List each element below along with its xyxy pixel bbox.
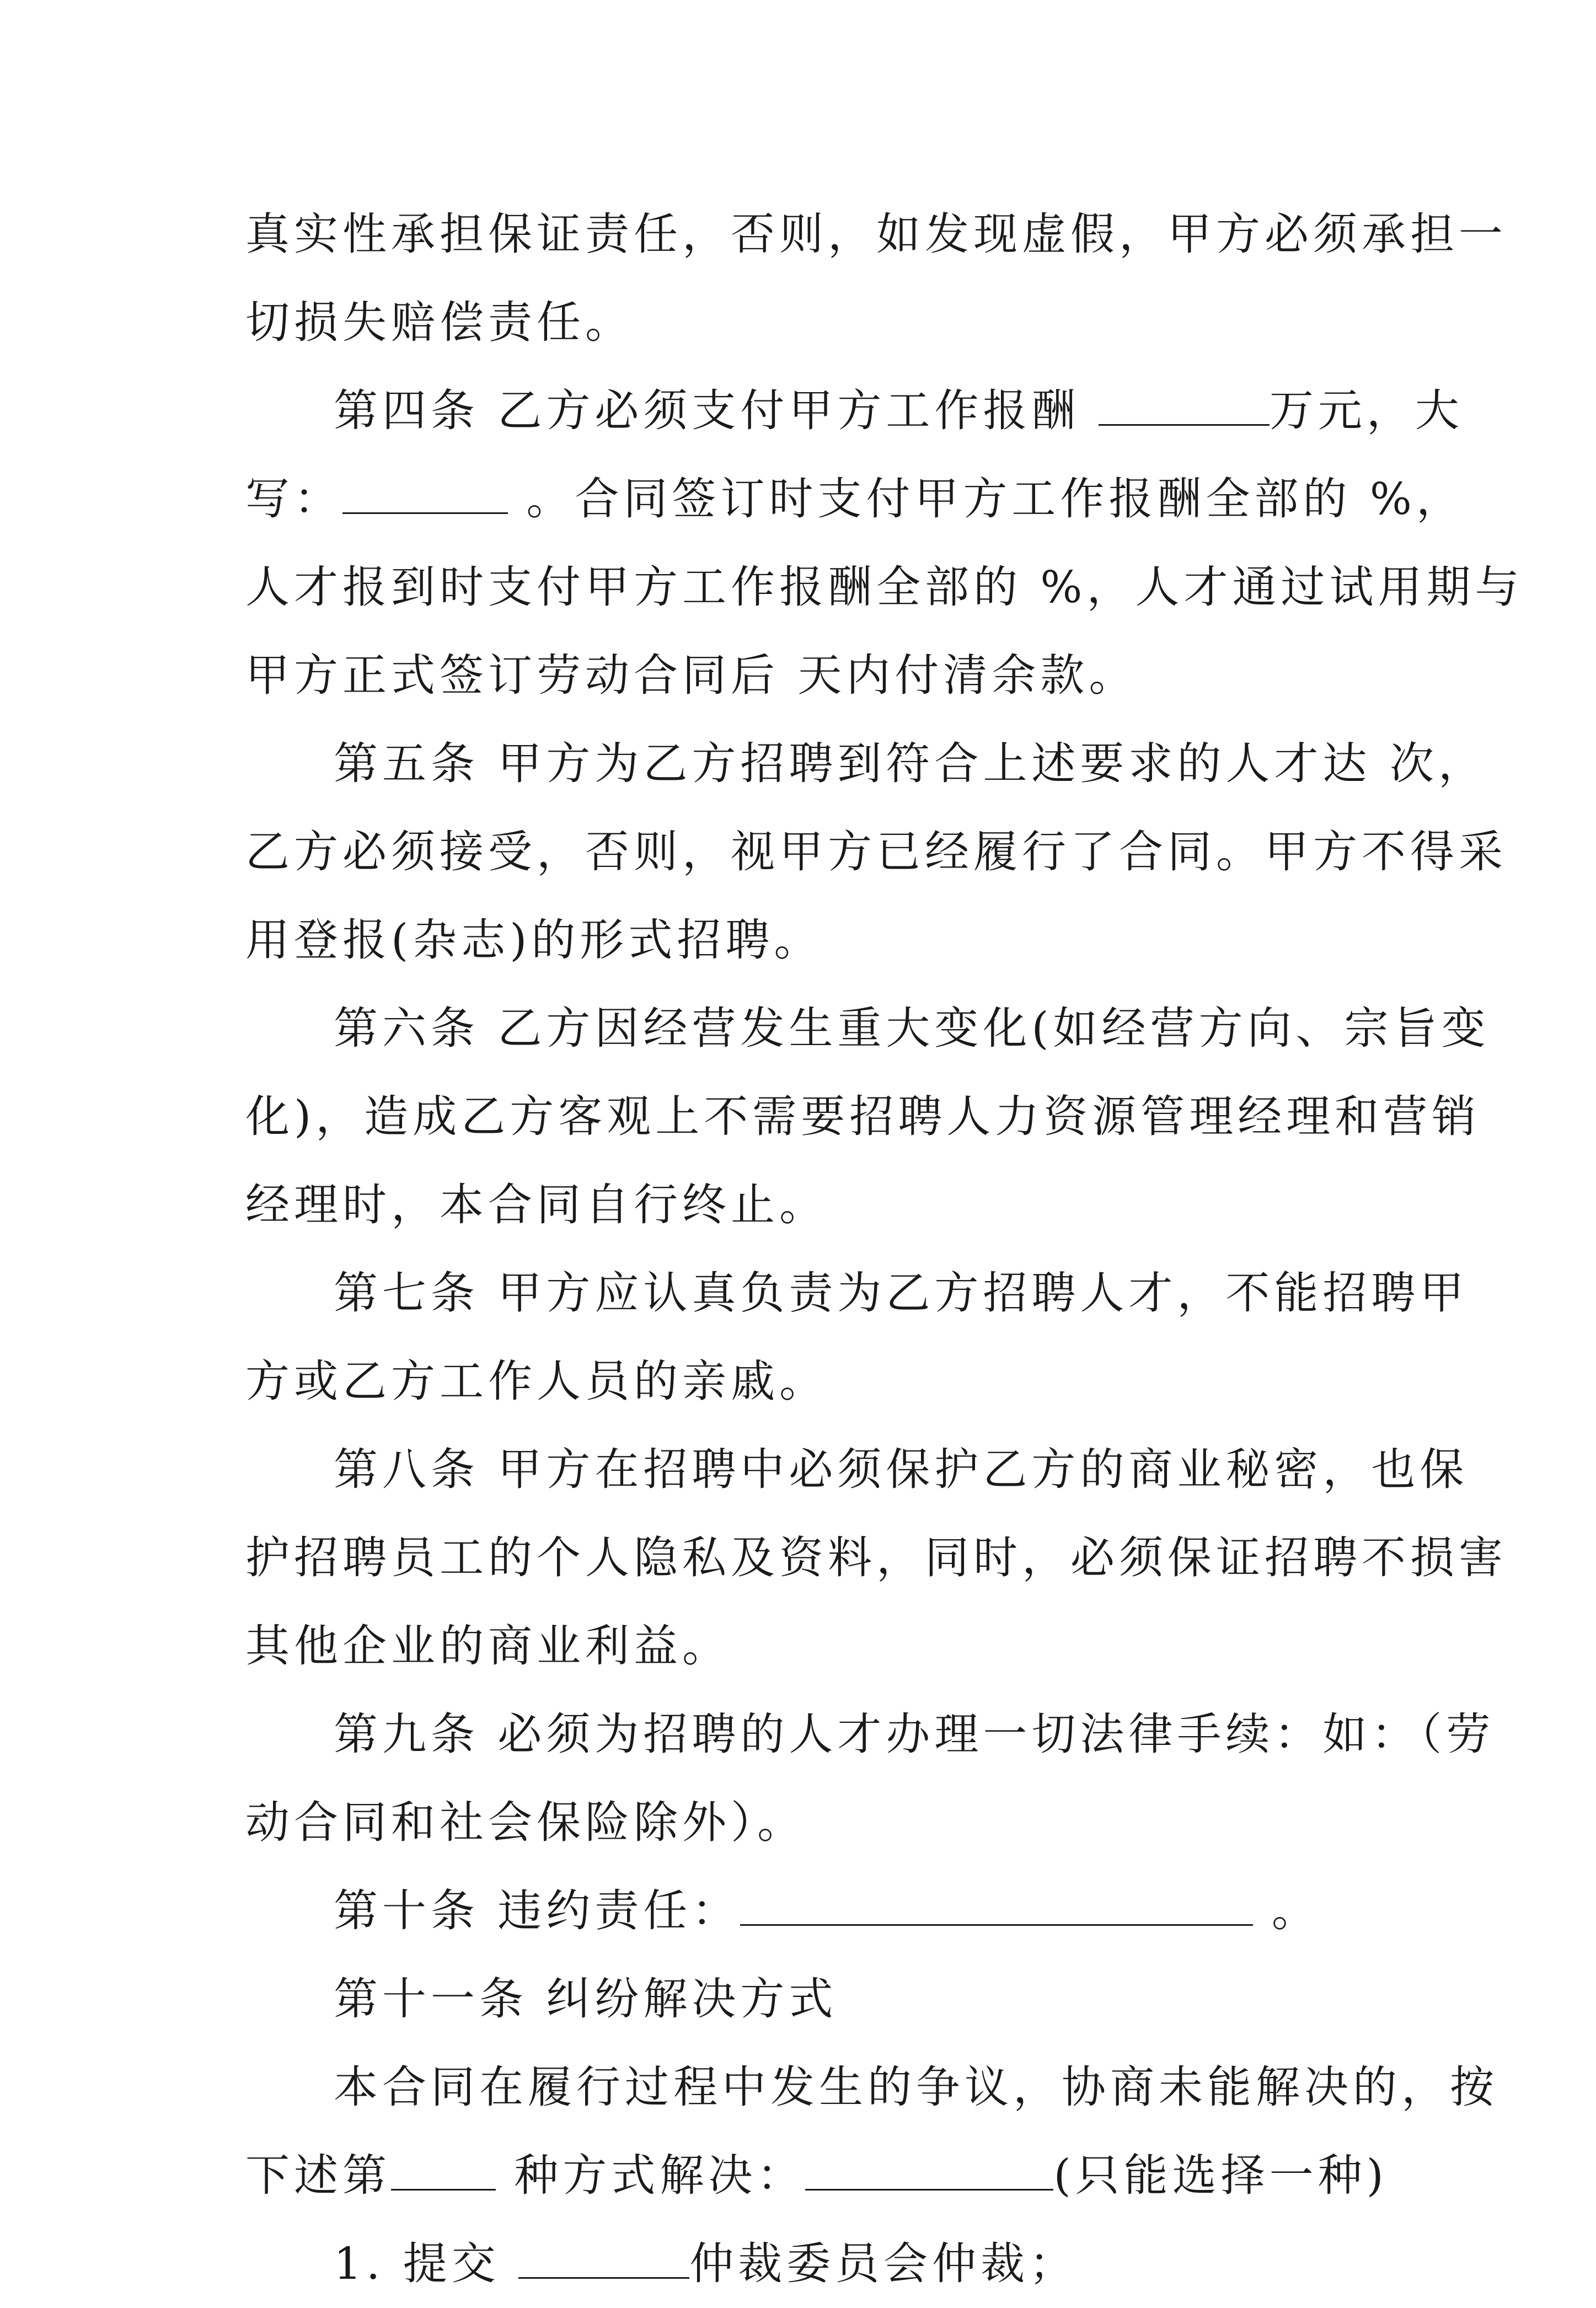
paragraph-text: 。合同签订时支付甲方工作报酬全部的 %， bbox=[508, 473, 1465, 524]
article-9-line: 第九条 必须为招聘的人才办理一切法律手续：如：（劳 bbox=[334, 1709, 1495, 1760]
paragraph-line: 方或乙方工作人员的亲戚。 bbox=[245, 1356, 828, 1407]
paragraph-line: 本合同在履行过程中发生的争议，协商未能解决的，按 bbox=[334, 2061, 1498, 2113]
paragraph-text: 下述第 bbox=[245, 2150, 391, 2201]
article-4-text: 第四条 乙方必须支付甲方工作报酬 bbox=[334, 385, 1099, 436]
fill-blank bbox=[342, 473, 508, 514]
article-7-line: 第七条 甲方应认真负责为乙方招聘人才，不能招聘甲 bbox=[334, 1267, 1469, 1319]
paragraph-text: (只能选择一种) bbox=[1053, 2150, 1388, 2201]
paragraph-line: 真实性承担保证责任，否则，如发现虚假，甲方必须承担一 bbox=[245, 208, 1507, 260]
paragraph-text: 种方式解决： bbox=[496, 2150, 806, 2201]
paragraph-line: 甲方正式签订劳动合同后 天内付清余款。 bbox=[245, 650, 1138, 701]
fill-blank bbox=[391, 2149, 496, 2191]
option-1-line bbox=[245, 2220, 1362, 2308]
paragraph-line bbox=[245, 455, 1465, 543]
article-5-line: 第五条 甲方为乙方招聘到符合上述要求的人才达 次， bbox=[334, 738, 1487, 789]
article-10-text: 。 bbox=[1253, 1885, 1320, 1936]
option-text: 1. 提交 bbox=[334, 2238, 519, 2289]
paragraph-line: 动合同和社会保险除外）。 bbox=[245, 1797, 806, 1848]
paragraph-line: 化)，造成乙方客观上不需要招聘人力资源管理经理和营销 bbox=[245, 1091, 1481, 1142]
article-10-line bbox=[245, 1867, 1362, 1955]
article-11-heading: 第十一条 纠纷解决方式 bbox=[334, 1973, 838, 2025]
article-8-line: 第八条 甲方在招聘中必须保护乙方的商业秘密，也保 bbox=[334, 1444, 1469, 1495]
article-10-text: 第十条 违约责任： bbox=[334, 1885, 741, 1936]
article-4-text: 万元，大 bbox=[1269, 385, 1464, 436]
paragraph-line: 人才报到时支付甲方工作报酬全部的 %，人才通过试用期与 bbox=[245, 561, 1524, 613]
paragraph-line: 乙方必须接受，否则，视甲方已经履行了合同。甲方不得采 bbox=[245, 826, 1507, 877]
paragraph-line: 用登报(杂志)的形式招聘。 bbox=[245, 914, 823, 966]
paragraph-line: 切损失赔偿责任。 bbox=[245, 297, 634, 348]
paragraph-line: 其他企业的商业利益。 bbox=[245, 1620, 731, 1672]
contract-body bbox=[245, 190, 1524, 2308]
paragraph-line: 经理时，本合同自行终止。 bbox=[245, 1179, 828, 1230]
fill-blank bbox=[518, 2237, 689, 2279]
paragraph-line: 护招聘员工的个人隐私及资料，同时，必须保证招聘不损害 bbox=[245, 1532, 1507, 1583]
paragraph-line bbox=[245, 2132, 1388, 2220]
option-text: 仲裁委员会仲裁； bbox=[689, 2238, 1078, 2289]
article-6-line: 第六条 乙方因经营发生重大变化(如经营方向、宗旨变 bbox=[334, 1003, 1490, 1054]
fill-blank bbox=[805, 2149, 1053, 2191]
article-4-line bbox=[245, 367, 1464, 455]
paragraph-text: 写： bbox=[245, 473, 342, 524]
fill-blank bbox=[740, 1884, 1253, 1926]
fill-blank bbox=[1099, 384, 1270, 426]
